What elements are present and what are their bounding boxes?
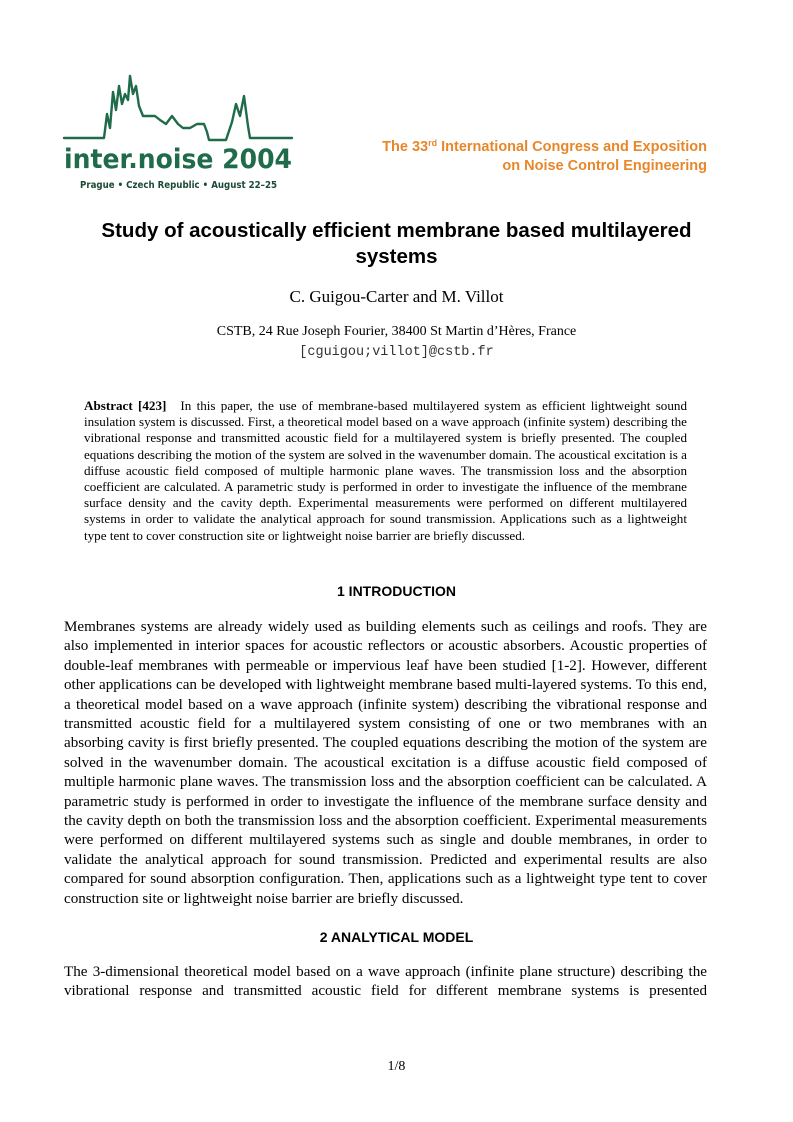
paper-title: Study of acoustically efficient membrane based multilayered systems (101, 219, 692, 268)
affiliation: CSTB, 24 Rue Joseph Fourier, 38400 St Martin d’Hères, France (216, 324, 577, 339)
congress-line-2: on Noise Control Engineering (502, 158, 707, 174)
page-number: 1/8 (387, 1059, 406, 1074)
logo-event-name: inter.noise 2004 (64, 144, 292, 175)
logo-tagline: Prague • Czech Republic • August 22–25 (80, 180, 277, 191)
skyline-line (64, 76, 292, 140)
conference-logo (60, 70, 296, 195)
abstract-text: In this paper, the use of membrane-based multilayered system as efficient lightweight sound insulation system is discussed. First, a theoretical model based on a wave approach (infinite system) describing the vibrational response and transmitted acoustic field for a multilayered system is briefly presented. The coupled equations describing the motion of the system are solved in the wavenumber domain. The acoustical excitation is a diffuse acoustic field composed of multiple harmonic plane waves. The transmission loss and the absorption coefficient are calculated. A parametric study is performed in order to investigate the influence of the membrane surface density and the cavity depth. Experimental measurements were performed on different multilayered systems in order to validate the analytical approach for sound transmission. Applications such as a lightweight type tent to cover construction site or lightweight noise barrier are briefly discussed. (84, 398, 687, 543)
analytical-model-paragraph: The 3-dimensional theoretical model based on a wave approach (infinite plane structure) describing the vibrational response and transmitted acoustic field for different membrane systems is presented (64, 964, 707, 1000)
section-heading-analytical-model: 2 ANALYTICAL MODEL (319, 929, 474, 945)
congress-heading (382, 138, 707, 176)
skyline-logo-icon (60, 70, 296, 195)
introduction-paragraph: Membranes systems are already widely used as building elements such as ceilings and roofs. They are also implemented in interior spaces for acoustic reflectors or acoustic absorbers. Acoustic properties of double-leaf membranes with permeable or impervious leaf have been studied [1-2]. However, different other applications can be developed with lightweight membrane based multi-layered systems. To this end, a theoretical model based on a wave approach (infinite system) describing the vibrational response and transmitted acoustic field for a multilayered system consisting of one or two membranes with an absorbing cavity is first briefly presented. The coupled equations describing the motion of the system are solved in the wavenumber domain. The acoustical excitation is a diffuse acoustic field composed of multiple harmonic plane waves. The transmission loss and the absorption coefficient can be calculated. A parametric study is performed in order to investigate the influence of the membrane surface density and the cavity depth on both the transmission loss and the absorption coefficient. Experimental measurements were performed on different multilayered systems such as single and double membranes, in order to validate the analytical approach for sound transmission. Predicted and experimental results are also compared for sound absorption configuration. Then, applications such as a lightweight type tent to cover construction site or lightweight noise barrier are briefly discussed. (64, 619, 707, 907)
abstract-label: Abstract [423] (84, 398, 167, 413)
congress-prefix: The 33 (382, 139, 429, 155)
congress-suffix: International Congress and Exposition (437, 139, 707, 155)
congress-line-1 (382, 138, 707, 157)
ordinal-suffix: rd (428, 138, 438, 148)
abstract (84, 398, 687, 544)
section-heading-introduction: 1 INTRODUCTION (337, 583, 456, 599)
authors: C. Guigou-Carter and M. Villot (289, 287, 504, 306)
email-link[interactable]: [cguigou;villot]@cstb.fr (299, 345, 494, 360)
